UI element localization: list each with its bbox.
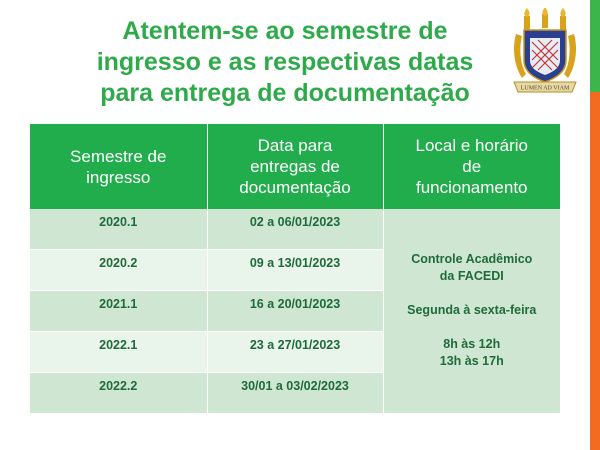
torch-icon — [560, 8, 566, 30]
semester-cell: 2022.1 — [30, 332, 207, 373]
dates-cell: 09 a 13/01/2023 — [207, 250, 383, 291]
location-line: Controle Acadêmico — [411, 252, 533, 266]
header-line: documentação — [239, 178, 351, 197]
dates-cell: 02 a 06/01/2023 — [207, 209, 383, 250]
header-line: Semestre de — [70, 146, 167, 166]
dates-cell: 30/01 a 03/02/2023 — [207, 373, 383, 414]
slide-title — [20, 16, 550, 109]
semester-cell: 2020.2 — [30, 250, 207, 291]
hours-line: 13h às 17h — [439, 354, 504, 368]
header-dates — [207, 124, 383, 209]
title-line: para entrega de documentação — [100, 79, 470, 107]
table-header-row — [30, 124, 560, 209]
header-semester — [30, 124, 207, 209]
header-line: de — [462, 157, 482, 176]
header-line: Data para — [257, 136, 333, 155]
semester-cell: 2020.1 — [30, 209, 207, 250]
semester-cell: 2022.2 — [30, 373, 207, 414]
title-line: ingresso e as respectivas datas — [96, 48, 474, 76]
dates-cell: 23 a 27/01/2023 — [207, 332, 383, 373]
header-location — [383, 124, 560, 209]
hours-line: 8h às 12h — [443, 337, 501, 351]
university-coat-of-arms-icon — [512, 8, 578, 98]
accent-stripe-green — [590, 0, 600, 92]
accent-stripe-orange — [590, 92, 600, 450]
torch-icon — [542, 8, 548, 28]
days-line: Segunda à sexta-feira — [407, 303, 537, 317]
title-line: Atentem-se ao semestre de — [122, 17, 448, 45]
header-line: funcionamento — [415, 178, 528, 197]
emblem-motto: LUMEN AD VIAM — [520, 85, 570, 92]
location-hours-cell — [383, 209, 560, 414]
dates-cell: 16 a 20/01/2023 — [207, 291, 383, 332]
header-line: Local e horário — [415, 136, 528, 155]
table-row — [30, 209, 560, 250]
header-line: entregas de — [250, 157, 340, 176]
torch-icon — [524, 8, 530, 30]
semester-cell: 2021.1 — [30, 291, 207, 332]
documentation-schedule-table — [30, 124, 560, 414]
header-line: ingresso — [86, 167, 151, 187]
location-line: da FACEDI — [439, 269, 504, 283]
